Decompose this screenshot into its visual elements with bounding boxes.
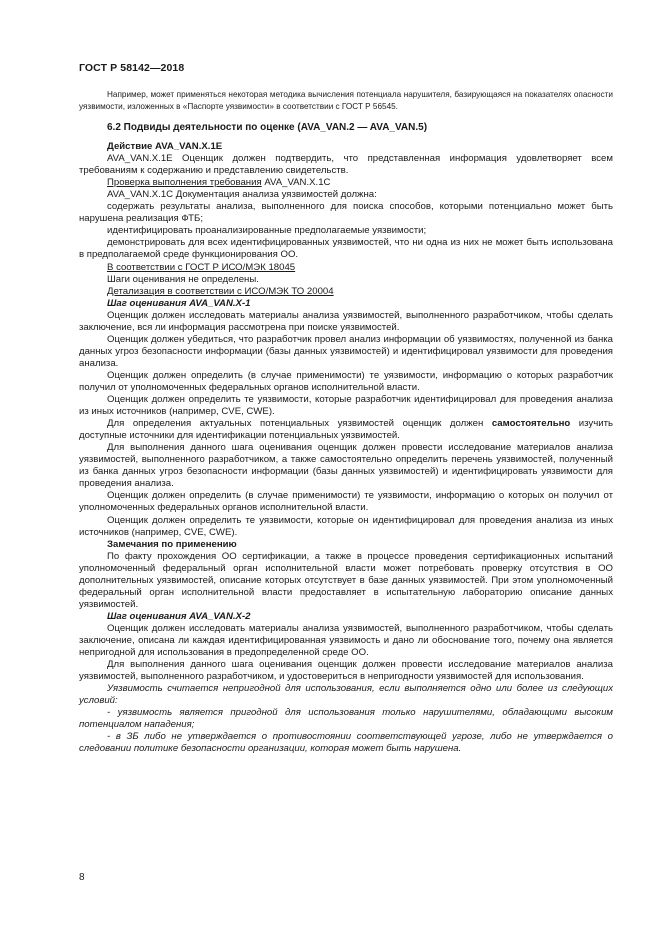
step1-paragraph: Оценщик должен убедиться, что разработчик провел анализ информации об уязвимостях, полученной из банка данных угроз безопасности информации (базы данных уязвимостей) и идентифицировал уязвимости для проведения анализа. (79, 333, 613, 369)
italic-item: - в ЗБ либо не утверждается о противостоянии соответствующей угрозе, либо не утверждается о следовании политике безопасности организации, которая может быть нарушена. (79, 731, 613, 755)
detail-ref: Детализация в соответствии с ИСО/МЭК ТО 20004 (107, 285, 334, 297)
steps-not-defined: Шаги оценивания не определены. (107, 273, 259, 285)
remarks-heading: Замечания по применению (107, 538, 237, 550)
req-text: AVA_VAN.X.1C Документация анализа уязвимостей должна: (107, 189, 377, 201)
independent-paragraph (79, 418, 613, 442)
action-heading: Действие AVA_VAN.X.1E (107, 141, 223, 153)
document-body (79, 89, 613, 755)
step2-heading: Шаг оценивания AVA_VAN.X-2 (107, 610, 251, 622)
step1-more-paragraph: Оценщик должен определить те уязвимости, которые он идентифицировал для проведения анализа из иных источников (например, CVE, CWE). (79, 514, 613, 538)
req-item: демонстрировать для всех идентифицированных уязвимостей, что ни одна из них не может быть использована в предполагаемой среде функционирования ОО. (79, 237, 613, 261)
conformity-ref: В соответствии с ГОСТ Р ИСО/МЭК 18045 (107, 261, 296, 273)
step1-more-paragraph: Оценщик должен определить (в случае применимости) те уязвимости, информацию о которых он получил от уполномоченных федеральных органов исполнительной власти. (79, 490, 613, 514)
req-item: содержать результаты анализа, выполненного для поиска способов, которыми потенциально может быть нарушена реализация ФТБ; (79, 201, 613, 225)
independent-after: изучить доступные источники для идентификации потенциальных уязвимостей. (79, 418, 613, 442)
step1-paragraph: Оценщик должен определить (в случае применимости) те уязвимости, информацию о которых разработчик получил от уполномоченных федеральных органов исполнительной власти. (79, 369, 613, 393)
italic-intro: Уязвимость считается непригодной для использования, если выполняется одно или более из следующих условий: (79, 683, 613, 707)
remarks-paragraph: По факту прохождения ОО сертификации, а также в процессе проведения сертификационных испытаний уполномоченный федеральный орган исполнительной власти может потребовать проверку отсутствия в ОО дополнительных уязвимостей, описание которых отсутствует в базе данных уязвимостей. При этом уполномоченный федеральный орган исполнительной власти предоставляет в испытательную лабораторию описание данных уязвимостей. (79, 550, 613, 610)
req-check-ref: AVA_VAN.X.1C (261, 177, 331, 189)
step1-heading: Шаг оценивания AVA_VAN.X-1 (107, 297, 251, 309)
req-check-line (79, 177, 613, 189)
step2-paragraph: Для выполнения данного шага оценивания оценщик должен провести исследование материалов анализа уязвимостей, выполненного разработчиком, и удостовериться в непригодности уязвимостей для использования. (79, 659, 613, 683)
req-check-label: Проверка выполнения требования (107, 177, 262, 189)
document-header: ГОСТ Р 58142—2018 (79, 62, 185, 74)
action-text: AVA_VAN.X.1E Оценщик должен подтвердить, что представленная информация удовлетворяет всем требованиям к содержанию и представлению свидетельств. (79, 153, 613, 177)
req-item: идентифицировать проанализированные предполагаемые уязвимости; (107, 225, 427, 237)
intro-note: Например, может применяться некоторая методика вычисления потенциала нарушителя, базирующаяся на показателях опасности уязвимости, изложенных в «Паспорте уязвимости» в соответствии с ГОСТ Р 56545. (79, 90, 613, 111)
page-number: 8 (79, 872, 85, 883)
section-heading: 6.2 Подвиды деятельности по оценке (AVA_VAN.2 — AVA_VAN.5) (107, 122, 428, 133)
independent-bold: самостоятельно (491, 418, 571, 430)
step1-paragraph: Оценщик должен определить те уязвимости, которые разработчик идентифицировал для проведения анализа из иных источников (например, CVE, CWE). (79, 394, 613, 418)
step2-paragraph: Оценщик должен исследовать материалы анализа уязвимостей, выполненного разработчиком, чтобы сделать заключение, описана ли каждая идентифицированная уязвимость и дано ли обоснование того, почему она является непригодной для использования в предопределенной среде ОО. (79, 622, 613, 659)
independent-before: Для определения актуальных потенциальных уязвимостей оценщик должен (107, 418, 492, 430)
step1-paragraph: Оценщик должен исследовать материалы анализа уязвимостей, выполненного разработчиком, чтобы сделать заключение, вся ли информация рассмотрена при поиске уязвимостей. (79, 309, 613, 333)
step1-more-paragraph: Для выполнения данного шага оценивания оценщик должен провести исследование материалов анализа уязвимостей, выполненного разработчиком, а также самостоятельно определить перечень уязвимостей, полученный из банка данных угроз безопасности информации (базы данных уязвимостей) и идентифицировать уязвимости для проведения анализа. (79, 442, 613, 490)
italic-item: - уязвимость является пригодной для использования только нарушителями, обладающими высоким потенциалом нападения; (79, 707, 613, 731)
